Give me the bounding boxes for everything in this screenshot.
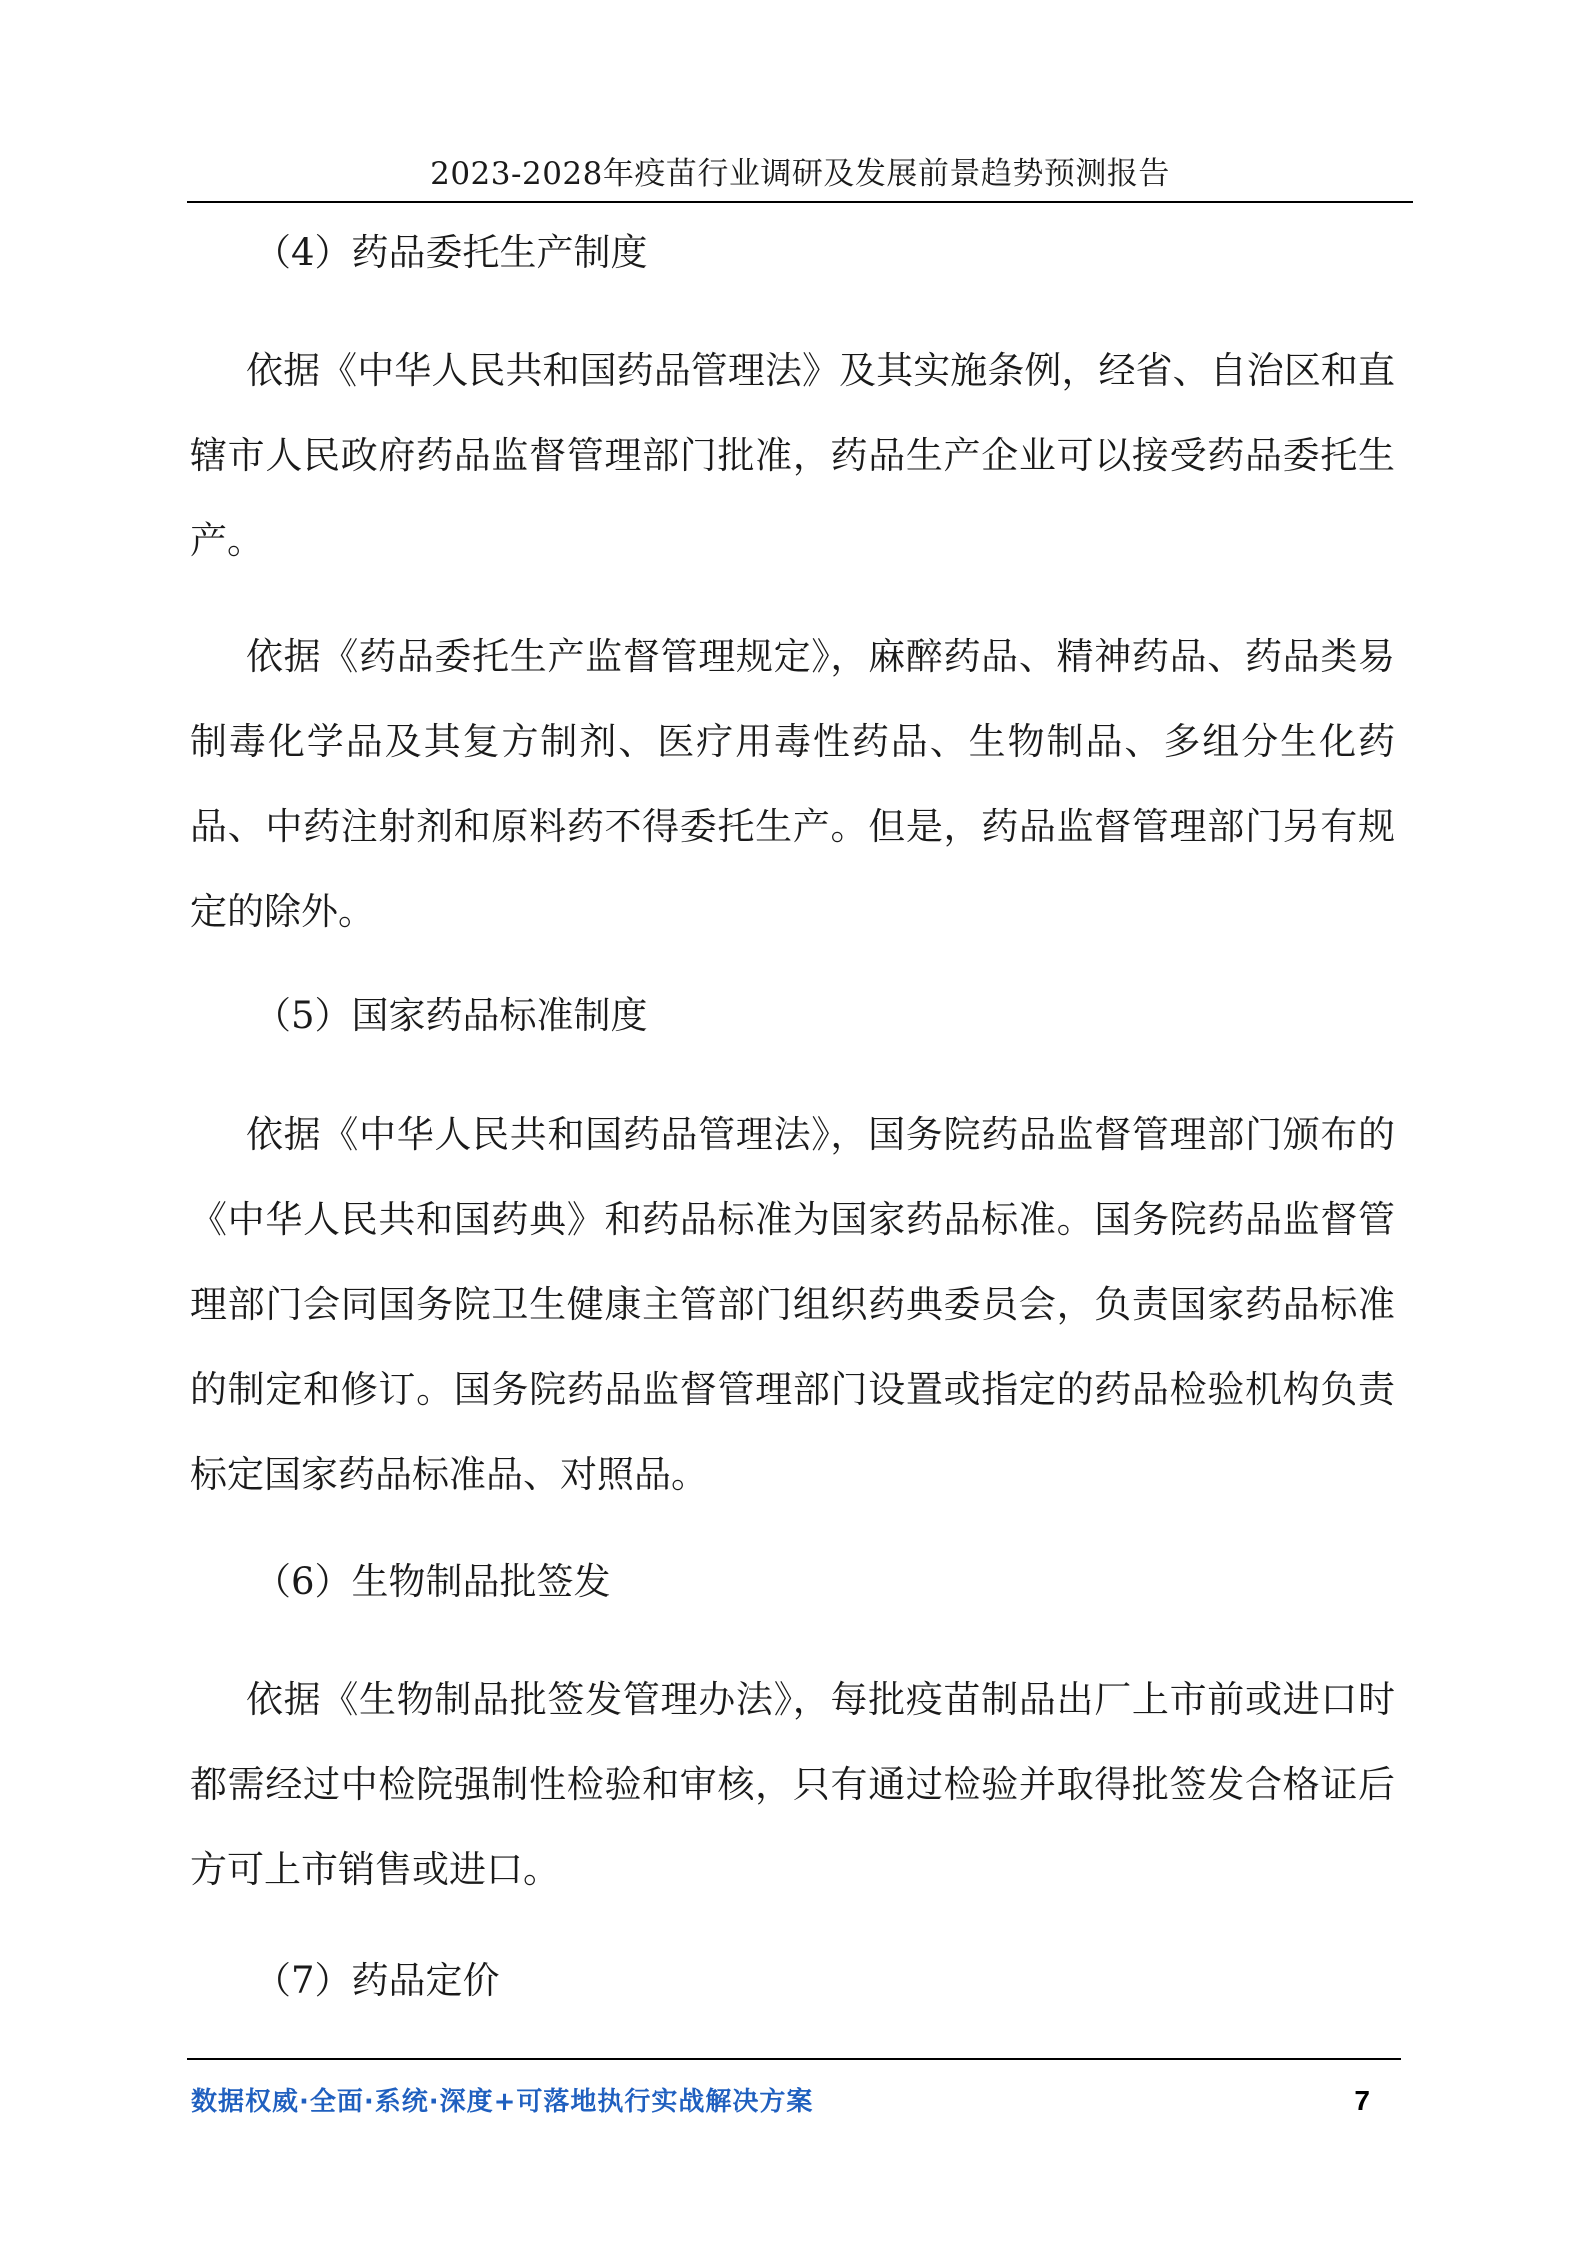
section-heading-7: （7）药品定价 [254, 1959, 500, 2002]
footer-divider [187, 2058, 1401, 2060]
report-title: 2023-2028年疫苗行业调研及发展前景趋势预测报告 [430, 156, 1170, 192]
header-divider [187, 201, 1413, 203]
section-6-paragraph-1: 依据《生物制品批签发管理办法》，每批疫苗制品出厂上市前或进口时都需经过中检院强制性检验和审核，只有通过检验并取得批签发合格证后方可上市销售或进口。 [190, 1678, 1395, 1891]
section-heading-4: （4）药品委托生产制度 [254, 231, 648, 274]
page-number: 7 [1354, 2085, 1370, 2116]
section-heading-5: （5）国家药品标准制度 [254, 994, 648, 1037]
section-5-paragraph-1: 依据《中华人民共和国药品管理法》，国务院药品监督管理部门颁布的《中华人民共和国药典》和药品标准为国家药品标准。国务院药品监督管理部门会同国务院卫生健康主管部门组织药典委员会，负责国家药品标准的制定和修订。国务院药品监督管理部门设置或指定的药品检验机构负责标定国家药品标准品、对照品。 [190, 1113, 1395, 1496]
section-4-paragraph-1: 依据《中华人民共和国药品管理法》及其实施条例，经省、自治区和直辖市人民政府药品监督管理部门批准，药品生产企业可以接受药品委托生产。 [190, 349, 1395, 562]
section-heading-6: （6）生物制品批签发 [254, 1560, 611, 1603]
section-4-paragraph-2: 依据《药品委托生产监督管理规定》，麻醉药品、精神药品、药品类易制毒化学品及其复方制剂、医疗用毒性药品、生物制品、多组分生化药品、中药注射剂和原料药不得委托生产。但是，药品监督管理部门另有规定的除外。 [190, 635, 1395, 933]
footer-slogan: 数据权威·全面·系统·深度+可落地执行实战解决方案 [191, 2087, 814, 2117]
